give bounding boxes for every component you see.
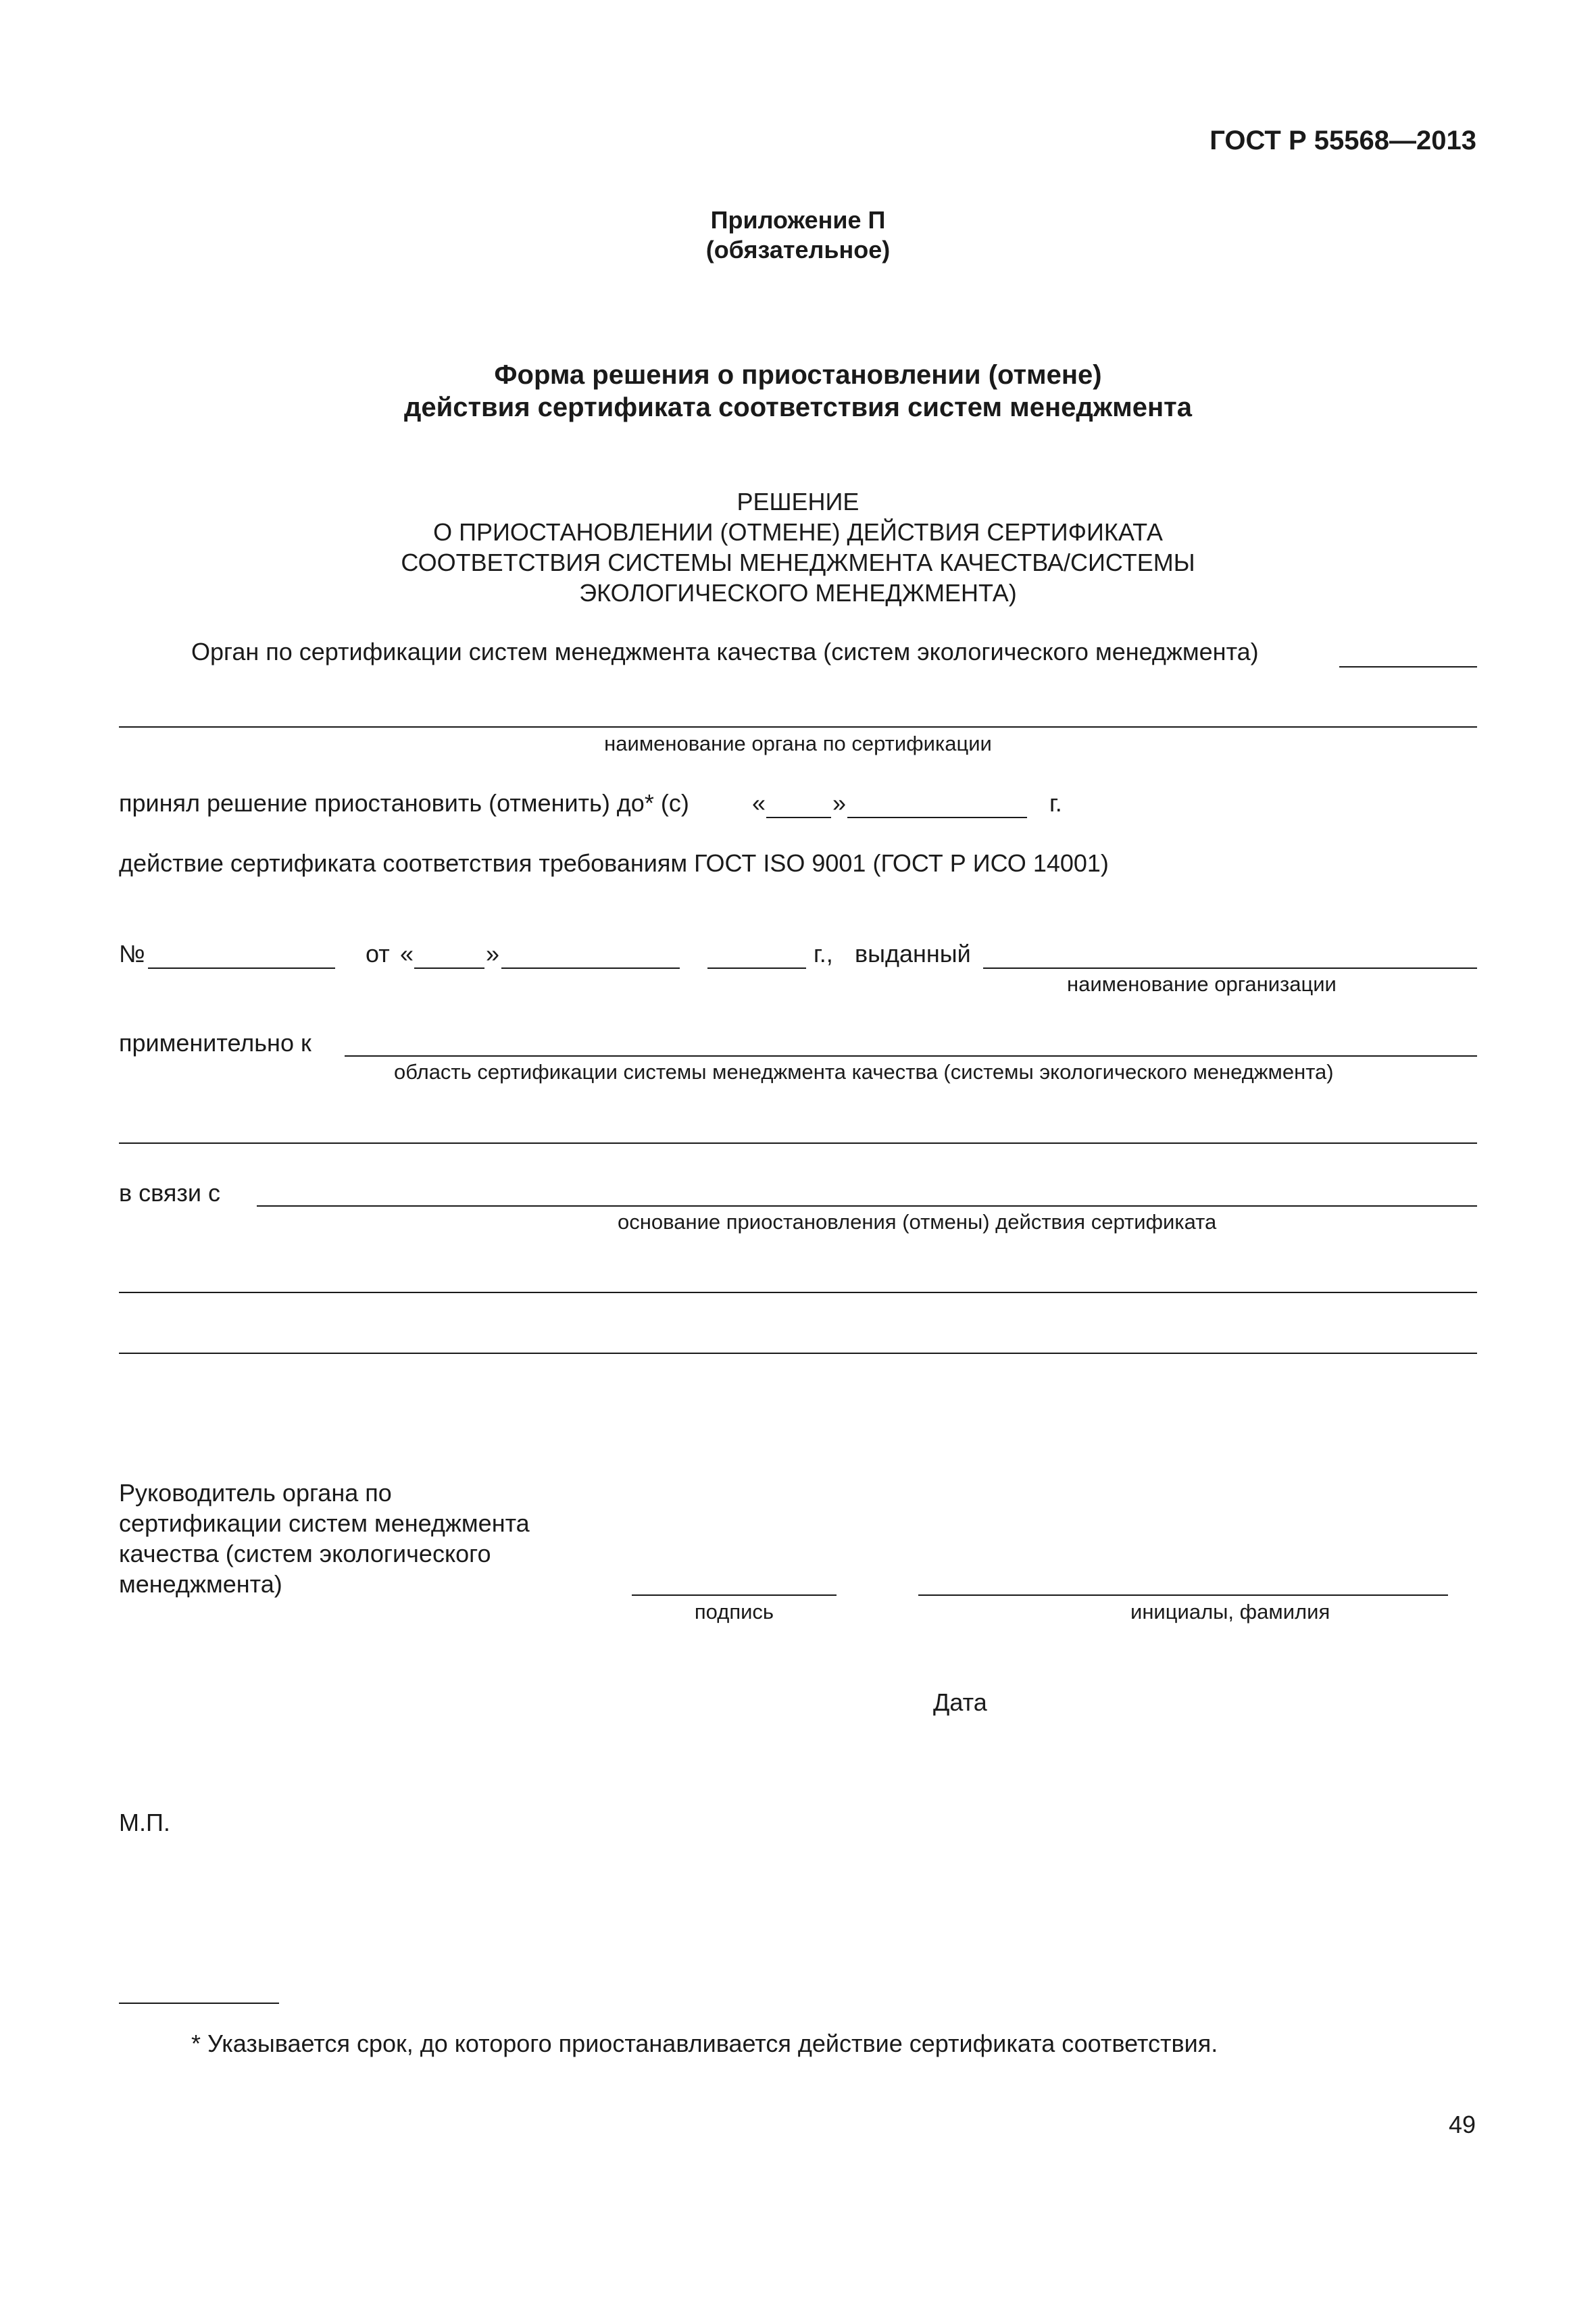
stamp-label: М.П. <box>119 1809 170 1836</box>
number-quote-close: » <box>486 940 500 967</box>
decision-heading-2: О ПРИОСТАНОВЛЕНИИ (ОТМЕНЕ) ДЕЙСТВИЯ СЕРТИФИКАТА <box>433 518 1163 546</box>
issue-year-blank[interactable] <box>707 967 806 969</box>
year-suffix: г. <box>1049 789 1062 817</box>
standard-id: ГОСТ Р 55568—2013 <box>1210 126 1476 155</box>
form-title-line-2: действия сертификата соответствия систем менеджмента <box>403 393 1192 422</box>
organization-name-line[interactable] <box>983 967 1477 969</box>
scope-line-2[interactable] <box>119 1142 1477 1144</box>
initials-surname-caption: инициалы, фамилия <box>1130 1600 1330 1624</box>
signature-line[interactable] <box>632 1594 837 1596</box>
head-title-line-2: сертификации систем менеджмента <box>119 1509 530 1537</box>
date-label: Дата <box>933 1688 987 1716</box>
quote-open: « <box>752 789 766 817</box>
scope-line[interactable] <box>345 1055 1477 1057</box>
decision-day-blank[interactable] <box>766 817 831 818</box>
footnote-separator <box>119 2003 279 2004</box>
scope-label: применительно к <box>119 1029 311 1057</box>
head-title-line-4: менеджмента) <box>119 1570 282 1598</box>
reason-caption: основание приостановления (отмены) действия сертификата <box>618 1210 1217 1234</box>
year-label: г., <box>814 940 833 967</box>
decision-month-blank[interactable] <box>847 817 1027 818</box>
certificate-text: действие сертификата соответствия требованиям ГОСТ ISO 9001 (ГОСТ Р ИСО 14001) <box>119 849 1109 877</box>
decision-heading-1: РЕШЕНИЕ <box>737 488 859 515</box>
certificate-number-blank[interactable] <box>148 967 335 969</box>
certification-body-name-line[interactable] <box>119 726 1477 728</box>
reason-label: в связи с <box>119 1179 220 1207</box>
head-title-line-1: Руководитель органа по <box>119 1479 392 1507</box>
initials-surname-line[interactable] <box>918 1594 1448 1596</box>
head-title-line-3: качества (систем экологического <box>119 1540 491 1567</box>
organization-caption: наименование организации <box>1067 972 1337 996</box>
scope-caption: область сертификации системы менеджмента качества (системы экологического менеджмента) <box>394 1060 1334 1084</box>
appendix-label: Приложение П <box>710 206 886 234</box>
certification-body-intro: Орган по сертификации систем менеджмента качества (систем экологического менеджмента) <box>191 638 1259 665</box>
appendix-status: (обязательное) <box>705 236 891 263</box>
reason-line-3[interactable] <box>119 1353 1477 1354</box>
certification-body-caption: наименование органа по сертификации <box>604 732 992 755</box>
signature-caption: подпись <box>694 1600 774 1624</box>
reason-line[interactable] <box>257 1205 1477 1207</box>
number-sign: № <box>119 940 145 967</box>
issued-label: выданный <box>855 940 971 967</box>
issue-day-blank[interactable] <box>414 967 484 969</box>
decision-text: принял решение приостановить (отменить) до* (с) <box>119 789 689 817</box>
form-title-line-1: Форма решения о приостановлении (отмене) <box>494 360 1102 390</box>
decision-heading-4: ЭКОЛОГИЧЕСКОГО МЕНЕДЖМЕНТА) <box>579 579 1017 607</box>
decision-heading-3: СООТВЕТСТВИЯ СИСТЕМЫ МЕНЕДЖМЕНТА КАЧЕСТВА/СИСТЕМЫ <box>401 549 1195 576</box>
reason-line-2[interactable] <box>119 1292 1477 1293</box>
page-number: 49 <box>1448 2111 1476 2138</box>
quote-close: » <box>832 789 847 817</box>
certification-body-blank[interactable] <box>1339 666 1477 668</box>
issue-month-blank[interactable] <box>501 967 680 969</box>
from-label: от <box>366 940 390 967</box>
footnote-text: * Указывается срок, до которого приостанавливается действие сертификата соответствия. <box>191 2030 1218 2057</box>
number-quote-open: « <box>400 940 414 967</box>
